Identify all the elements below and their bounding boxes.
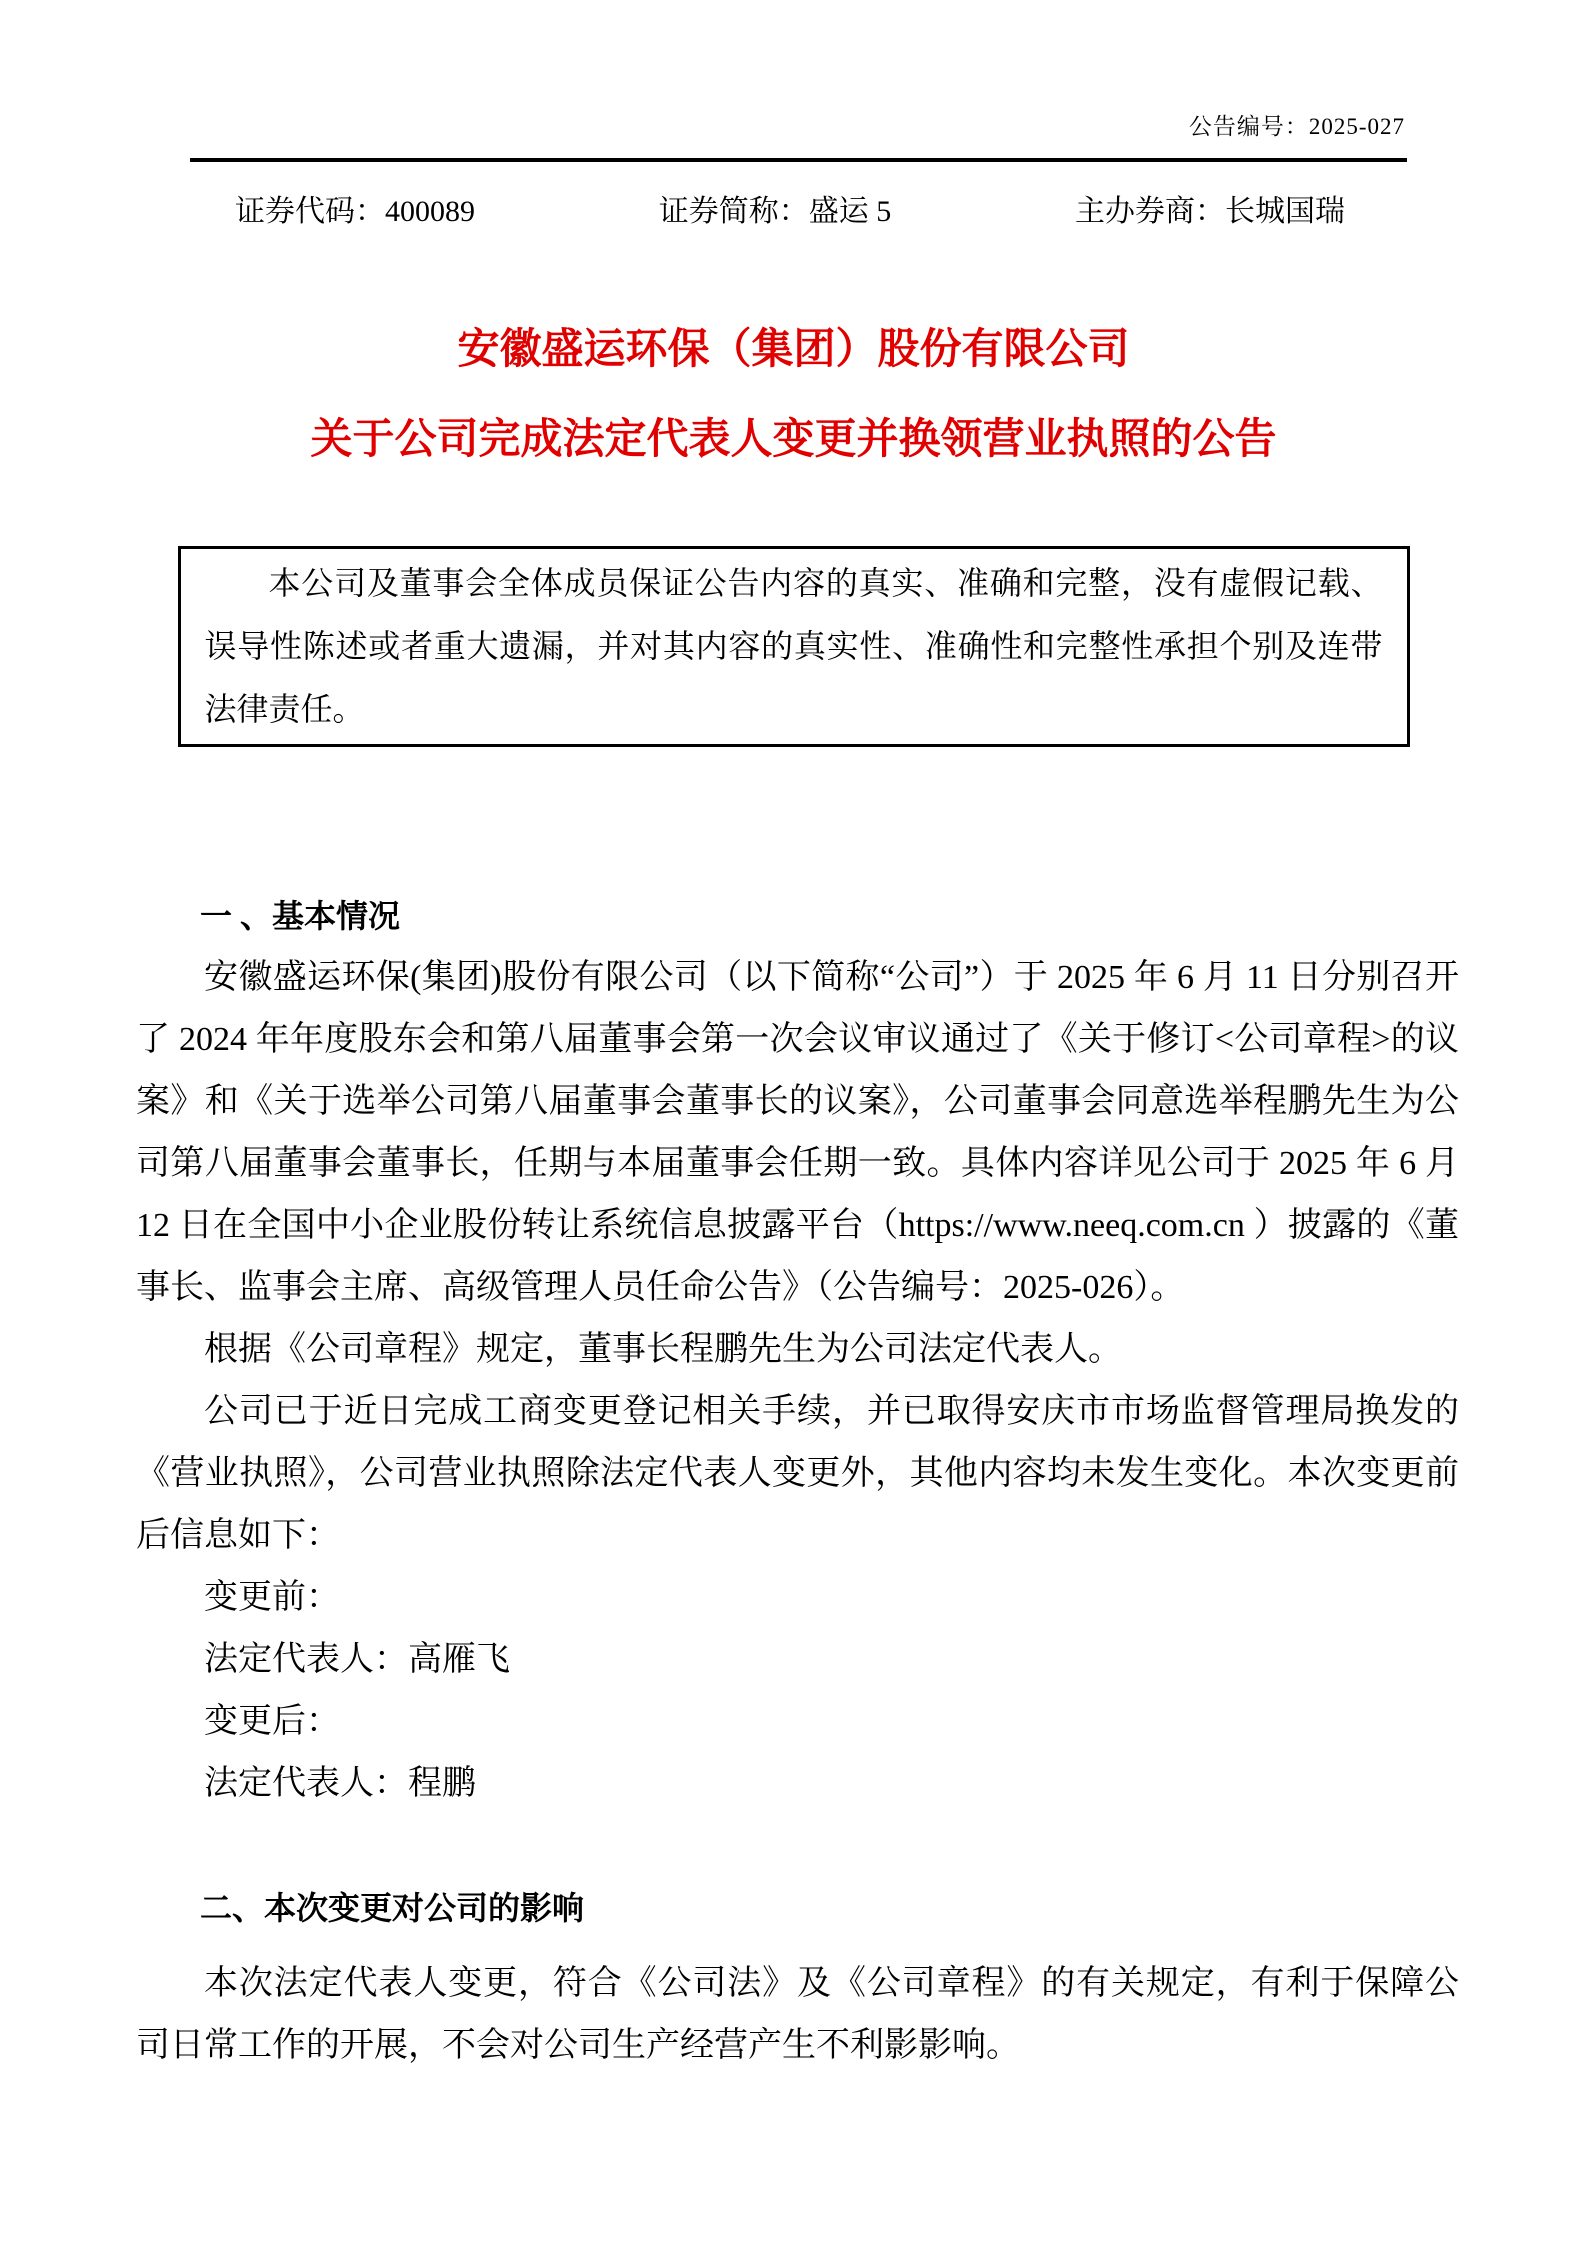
stock-code: 证券代码：400089 — [235, 195, 475, 228]
section1-paragraph-1: 安徽盛运环保(集团)股份有限公司（以下简称“公司”）于 2025 年 6 月 11 日分别召开了 2024 年年度股东会和第八届董事会第一次会议审议通过了《关于修订<公司章程>的议案》和《关于选举公司第八届董事会董事长的议案》，公司董事会同意选举程鹏先生为公司第八届董事会董事长，任期与本届董事会任期一致。具体内容详见公司于 2025 年 6 月 12 日在全国中小企业股份转让系统信息披露平台（https://www.neeq.com.cn ）披露的《董事长、监事会主席、高级管理人员任命公告》（公告编号：2025-026）。 — [136, 959, 1459, 1306]
change-before-label: 变更前： — [204, 1579, 340, 1616]
company-name-title: 安徽盛运环保（集团）股份有限公司 — [457, 327, 1130, 373]
stock-short-name: 证券简称：盛运 5 — [658, 195, 892, 228]
header-divider — [190, 158, 1407, 162]
disclaimer-box — [178, 546, 1410, 747]
document-body — [136, 885, 1459, 2077]
announcement-subject-title: 关于公司完成法定代表人变更并换领营业执照的公告 — [310, 417, 1277, 463]
section2-paragraph-1: 本次法定代表人变更，符合《公司法》及《公司章程》的有关规定，有利于保障公司日常工作的开展，不会对公司生产经营产生不利影影响。 — [136, 1965, 1459, 2064]
change-after-label: 变更后： — [204, 1703, 340, 1740]
section1-heading: 一 、基本情况 — [200, 898, 401, 934]
notice-number: 公告编号：2025-027 — [1188, 114, 1405, 139]
sponsor-broker: 主办券商：长城国瑞 — [1075, 195, 1345, 228]
section1-paragraph-2: 根据《公司章程》规定，董事长程鹏先生为公司法定代表人。 — [204, 1331, 1122, 1368]
legal-representative-before: 法定代表人：高雁飞 — [204, 1641, 510, 1678]
legal-representative-after: 法定代表人：程鹏 — [204, 1765, 476, 1802]
section1-paragraph-3: 公司已于近日完成工商变更登记相关手续，并已取得安庆市市场监督管理局换发的《营业执照》，公司营业执照除法定代表人变更外，其他内容均未发生变化。本次变更前后信息如下： — [136, 1393, 1459, 1554]
securities-info-row — [235, 192, 1345, 232]
section2-heading: 二、本次变更对公司的影响 — [200, 1890, 585, 1926]
disclaimer-text: 本公司及董事会全体成员保证公告内容的真实、准确和完整，没有虚假记载、误导性陈述或者重大遗漏，并对其内容的真实性、准确性和完整性承担个别及连带法律责任。 — [204, 565, 1383, 727]
